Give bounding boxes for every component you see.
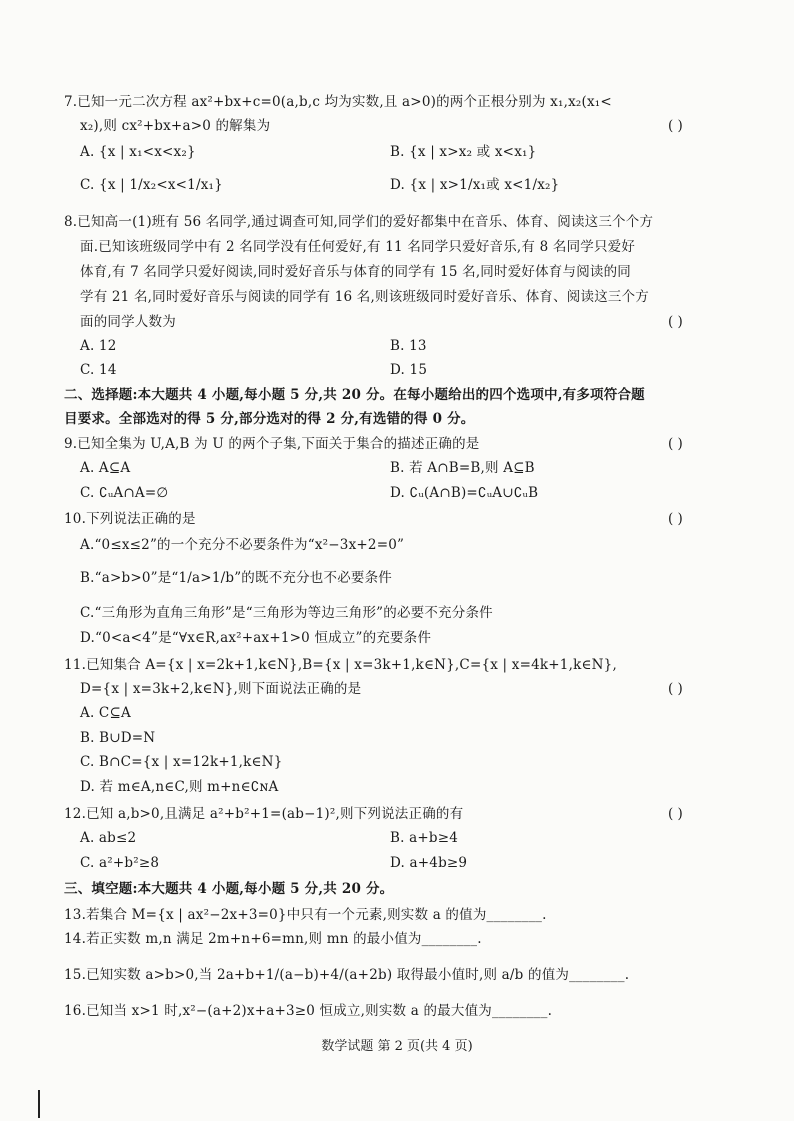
q10-stem: 10.下列说法正确的是 bbox=[64, 511, 196, 527]
q9-option-c: C. ∁ᵤA∩A=∅ bbox=[80, 485, 169, 501]
scan-edge-mark bbox=[38, 1090, 40, 1118]
q13: 13.若集合 M={x | ax²−2x+3=0}中只有一个元素,则实数 a 的值为________. bbox=[64, 907, 547, 923]
q7-option-d: D. {x | x>1/x₁或 x<1/x₂} bbox=[390, 177, 560, 193]
q8-option-c: C. 14 bbox=[80, 362, 117, 378]
q10-option-c: C.“三角形为直角三角形”是“三角形为等边三角形”的必要不充分条件 bbox=[80, 605, 493, 621]
q12-option-a: A. ab≤2 bbox=[80, 830, 137, 846]
q11-stem-line1: 11.已知集合 A={x | x=2k+1,k∈N},B={x | x=3k+1,k∈N},C={x | x=4k+1,k∈N}, bbox=[64, 657, 617, 673]
section2-heading-line2: 目要求。全部选对的得 5 分,部分选对的得 2 分,有选错的得 0 分。 bbox=[64, 411, 475, 427]
q8-stem-line4: 学有 21 名,同时爱好音乐与阅读的同学有 16 名,则该班级同时爱好音乐、体育、阅读这三个方 bbox=[80, 289, 650, 305]
q8-option-d: D. 15 bbox=[390, 362, 428, 378]
q7-answer-paren: ( ) bbox=[668, 118, 683, 134]
q9-option-d: D. ∁ᵤ(A∩B)=∁ᵤA∪∁ᵤB bbox=[390, 485, 539, 501]
q9-answer-paren: ( ) bbox=[668, 436, 683, 452]
q7-option-a: A. {x | x₁<x<x₂} bbox=[80, 144, 196, 160]
q8-option-b: B. 13 bbox=[390, 338, 427, 354]
section2-heading-line1: 二、选择题:本大题共 4 小题,每小题 5 分,共 20 分。在每小题给出的四个选项中,有多项符合题 bbox=[64, 387, 645, 403]
q8-stem-line5: 面的同学人数为 bbox=[80, 314, 176, 330]
q10-option-a: A.“0≤x≤2”的一个充分不必要条件为“x²−3x+2=0” bbox=[80, 537, 405, 553]
q11-option-b: B. B∪D=N bbox=[80, 730, 156, 746]
q15: 15.已知实数 a>b>0,当 2a+b+1/(a−b)+4/(a+2b) 取得最小值时,则 a/b 的值为________. bbox=[64, 967, 630, 983]
q16: 16.已知当 x>1 时,x²−(a+2)x+a+3≥0 恒成立,则实数 a 的最大值为________. bbox=[64, 1003, 553, 1019]
q12-answer-paren: ( ) bbox=[668, 806, 683, 822]
q8-answer-paren: ( ) bbox=[668, 314, 683, 330]
q9-option-b: B. 若 A∩B=B,则 A⊆B bbox=[390, 460, 535, 476]
q11-option-a: A. C⊆A bbox=[80, 705, 131, 721]
q12-stem: 12.已知 a,b>0,且满足 a²+b²+1=(ab−1)²,则下列说法正确的有 bbox=[64, 806, 464, 822]
q12-option-c: C. a²+b²≥8 bbox=[80, 855, 160, 871]
q8-option-a: A. 12 bbox=[80, 338, 117, 354]
q7-option-b: B. {x | x>x₂ 或 x<x₁} bbox=[390, 144, 537, 160]
q11-option-c: C. B∩C={x | x=12k+1,k∈N} bbox=[80, 754, 283, 770]
q8-stem-line3: 体育,有 7 名同学只爱好阅读,同时爱好音乐与体育的同学有 15 名,同时爱好体育与阅读的同 bbox=[80, 264, 632, 280]
q10-option-b: B.“a>b>0”是“1/a>1/b”的既不充分也不必要条件 bbox=[80, 570, 392, 586]
q12-option-b: B. a+b≥4 bbox=[390, 830, 459, 846]
q12-option-d: D. a+4b≥9 bbox=[390, 855, 468, 871]
q11-option-d: D. 若 m∈A,n∈C,则 m+n∈∁ɴA bbox=[80, 779, 279, 795]
q9-stem: 9.已知全集为 U,A,B 为 U 的两个子集,下面关于集合的描述正确的是 bbox=[64, 436, 480, 452]
q7-stem-line1: 7.已知一元二次方程 ax²+bx+c=0(a,b,c 均为实数,且 a>0)的两个正根分别为 x₁,x₂(x₁< bbox=[64, 94, 612, 110]
page-footer: 数学试题 第 2 页(共 4 页) bbox=[321, 1039, 473, 1054]
q11-stem-line2: D={x | x=3k+2,k∈N},则下面说法正确的是 bbox=[80, 681, 362, 697]
q10-answer-paren: ( ) bbox=[668, 511, 683, 527]
q8-stem-line1: 8.已知高一(1)班有 56 名同学,通过调查可知,同学们的爱好都集中在音乐、体育、阅读这三个个方 bbox=[64, 214, 654, 230]
q7-stem-line2: x₂),则 cx²+bx+a>0 的解集为 bbox=[80, 118, 271, 134]
q11-answer-paren: ( ) bbox=[668, 681, 683, 697]
q8-stem-line2: 面.已知该班级同学中有 2 名同学没有任何爱好,有 11 名同学只爱好音乐,有 8 名同学只爱好 bbox=[80, 239, 636, 255]
q7-option-c: C. {x | 1/x₂<x<1/x₁} bbox=[80, 177, 223, 193]
q14: 14.若正实数 m,n 满足 2m+n+6=mn,则 mn 的最小值为________. bbox=[64, 931, 482, 947]
q10-option-d: D.“0<a<4”是“∀x∈R,ax²+ax+1>0 恒成立”的充要条件 bbox=[80, 630, 432, 646]
section3-heading: 三、填空题:本大题共 4 小题,每小题 5 分,共 20 分。 bbox=[64, 881, 394, 897]
q9-option-a: A. A⊆A bbox=[80, 460, 131, 476]
